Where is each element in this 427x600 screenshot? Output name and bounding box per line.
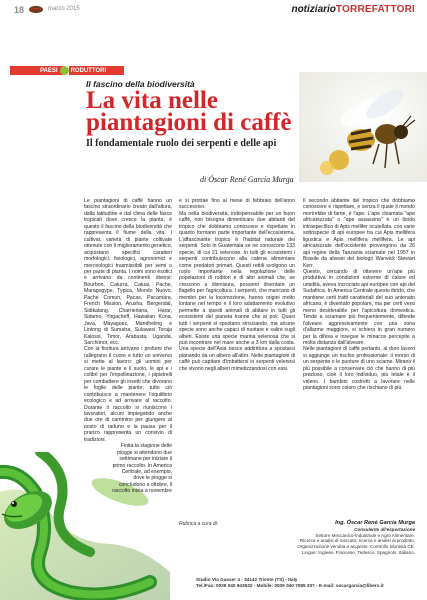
studio-address: Studio Via Gasser 4 - 34142 Trieste (TS) - Italy [196,577,298,582]
col3-paragraph: Questo, cercando di ottenere un'ape più produttiva in condizioni estreme di calore ed umidità, aveva incrociato api europee con api del Sudafrica. In America Centrale questo ibrido, che mantiene certi tratti caratteriali del suo antenato africano, è diventato popolare, ma per certi versi meno desiderabile per l'apicoltura domestica. Tende a sciamare più frequentemente, difende l'alveare aggressivamente con una zona d'allarme maggiore, si schiera in gran numero per la difesa e insegue le minacce percepite a molta distanza dall'alveare. [303,268,415,346]
issue-date: marzo 2015 [48,6,80,12]
consultant-block [250,521,415,556]
brand-main: notiziario [291,4,336,15]
page-number: 18 [14,5,25,15]
column-credit: Rubrica a cura di: [179,521,219,527]
consultant-line: Ricerca e analisi di mercato, ricerca e analisi di prodotto, [299,538,415,544]
page-header [0,0,427,20]
col2-paragraph: Ma nella biodiversità, indispensabile per un buon caffè, non bisogna dimenticare due abitanti del tropico che dobbiamo conoscere e rispettare in quanto formano parte importante dell'ecosistema. L'affascinante tropico è l'habitat naturale dei serpenti. Solo in Guatemala se ne conoscono 133 specie, di cui 21 velenose. In tutti gli ecosistemi i serpenti contribuiscono alla catena alimentare come predatori primari. Questi rettili svolgono un ruolo importante nella regolazione delle popolazioni di roditori e di altri animali che, se crescono a dismisura, possono diventare un flagello per l'agricoltura. I serpenti, che mancano di membri per la locomozione, hanno origini molto lontane nel tempo e il loro adattamento evolutivo permette a questi animali di abitare in tutti gli ecosistemi del pianeta tranne che ai poli. Quasi tutti i serpenti si spostano strisciando, ma alcune specie sono anche capaci di nuotare e salire sugli alberi. Esiste una specie marina velenosa che si può incontrare nel mare anche a 3 km dalla costa. Una specie dell'Asia riesce addirittura a spostarsi planando da un albero all'altro. Nelle piantagioni di caffè può capitare d'imbattersi in serpenti velenosi che vivono negli alberi mimetizzandosi con essi. [179,210,295,372]
col3-paragraph: Il secondo abitante del tropico che dobbiamo conoscere e rispettare, e senza il quale il mondo morirebbe di fame, è l'ape. L'ape chiamata "ape africanizzata" o "ape assassina" è un ibrido intraspecifico di Apis mellifer scutellata, con varie sottospecie di api europee tra cui Apis mellifera ligustica e Apis mellifera mellifera. Le api africanizzate dell'occidente provengono da 26 api regine della Tanzania sciamate nel 1957 in Brasile da alveari del biologo Warwick Stewart Kerr. [303,198,415,269]
consultant-line: Lingue: Inglese, Francese, Tedesco, Spagnolo, Italiano. [301,549,415,555]
bee-illustration [299,72,427,182]
bee-photo [299,72,427,182]
section-tag-right: RODUTTORI [69,66,125,75]
consultant-line: Settore Meccanico-Industriale e Agro Alimentare. [315,532,415,538]
consultant-name: Ing. Óscar René García Murga [335,520,415,526]
col1-paragraph: Finita la stagione delle piogge si attendono due settimane per iniziare il primo raccolto. In America Centrale, ad esempio, dove le piogge si concludono a ottobre, il raccolto inizia a novembre [112,443,172,495]
magazine-brand [291,4,415,15]
studio-phone-email: Tel./Fax: 0039 040 943632 - Mobile: 0039 340 7085 337 - E-mail: oscargarcia@libero.it [196,582,384,588]
studio-contacts [196,577,416,589]
consultant-line: Organizzazione vendita e acquisto. Controllo Idoneità CE. [297,544,415,550]
article-kicker: Il fascino della biodiversità [86,79,195,89]
section-tag [10,66,124,75]
col3-paragraph: Nelle piantagioni di caffè pertanto, al duro lavoro si aggiunge un rischio professionale: il morso di un serpente o le punture di uno sciame. Mirano il più possibile a conservare ciò che hanno di più prezioso, cioè il loro individuo, più letale è il veleno. I bambini costretti a lavorare nelle piantagioni sono coloro che rischiano di più. [303,346,415,392]
brand-accent: TORREFATTORI [335,4,415,15]
article-title: La vita nelle piantagioni di caffè [86,87,292,136]
article-column-2 [179,198,295,372]
section-tag-left: PAESI [10,66,63,75]
col1-paragraph: Con la fioritura arrivano i profumi che rallegrano il cuore e tutto un universo si mette al lavoro: gli uomini per curare le piante e il suolo, le api e i colibrì per l'impollinazione, i pipistrelli per combattere gli insetti che divorano le foglie delle piante; tutto ciò contribuisce a mantenere l'equilibrio ecologico e ad arrivare al raccolto. Durante il raccolto si riuniscono i lavoratori, alcuni impiegando anche due ore di cammino per giungere al posto di raduno e la pausa per il pranzo rappresenta un convivio di tradizioni. [84,346,172,443]
article-byline: di Óscar René García Murga [200,175,294,184]
consultant-role: Consulente all'esportazione [354,526,415,532]
article-column-1 [84,198,172,495]
col1-paragraph: Le piantagioni di caffè hanno un fascino straordinario creato dall'altura, dalla latitudine e dal clima delle fasce tropicali dove cresce la pianta; è questo il fascino della biodiversità che rappresenta il fiume della vita. I cultivar, varietà di piante coltivate ottenute con il miglioramento genetico, acquistano specifici caratteri morfologici, fisiologici, agronomici e merceologici trasmissibili per semi o per parte di pianta. I nomi sono esotici e arrivano da continenti diversi: Bourbon, Caturra, Catuai, Pache, Maragogype, Typica, Mondo Nuovo, Pache Comun, Pacas, Pacamara, French Mission, Arusha, Bergendal, Sidikalang, Charrieriana, Harar, Sidamo, Yirgacheff, Hawaiian Kona, Java, Mayaguez, Mandheling e Lintong di Sumatra, Sulawesi Toraja Kalossi, Timor, Arabusta, Uganda, Sarchimor, ecc. [84,198,173,346]
col2-paragraph: e si protrae fino al mese di febbraio dell'anno successivo. [179,198,295,211]
article-column-3 [303,198,415,392]
article-subtitle: Il fondamentale ruolo dei serpenti e delle api [86,138,277,149]
coffee-bean-icon [28,5,44,14]
leaf-dot-icon [60,66,69,75]
